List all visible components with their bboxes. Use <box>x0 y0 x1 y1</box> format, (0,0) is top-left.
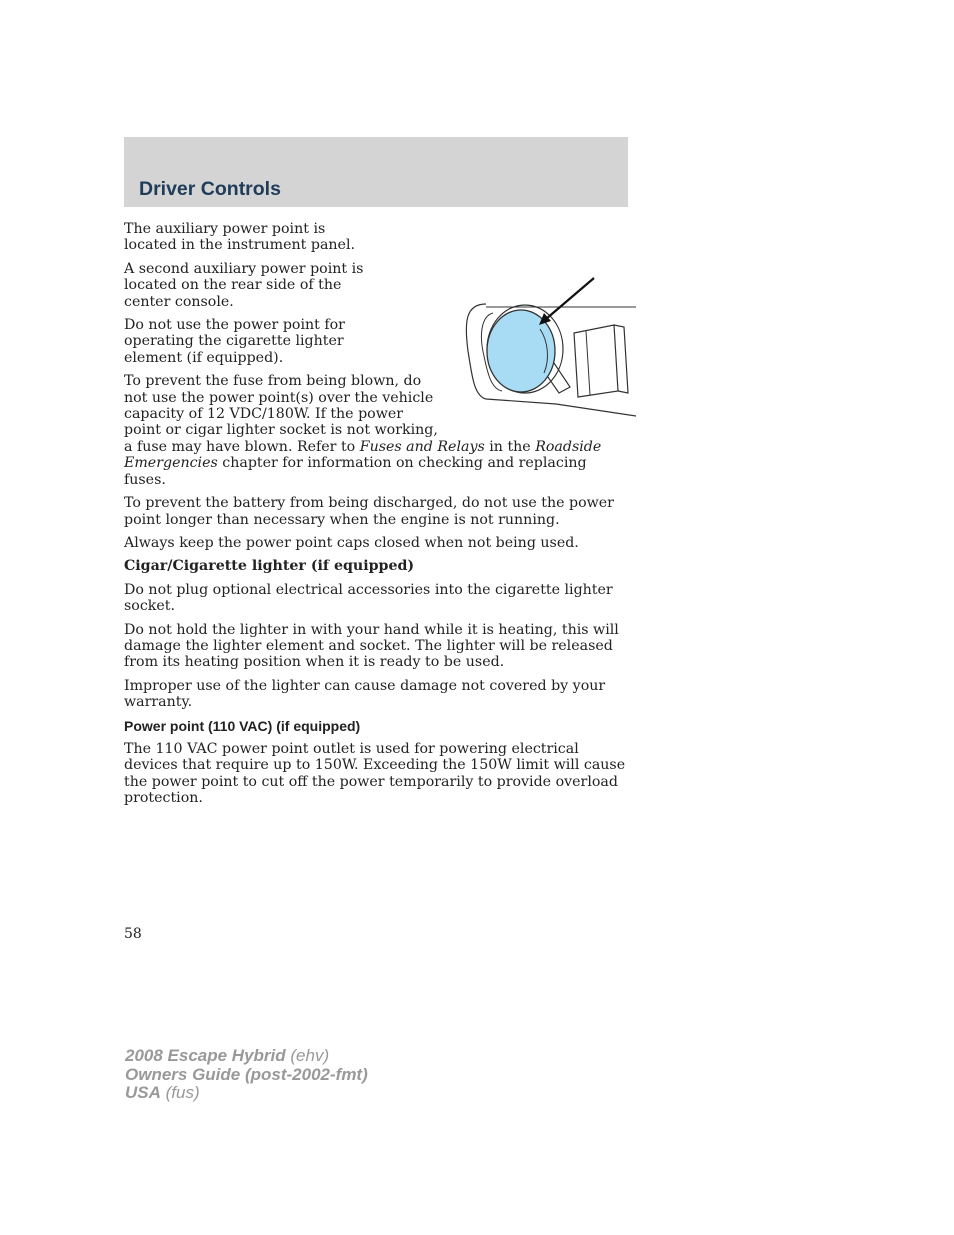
section-title: Driver Controls <box>139 178 281 200</box>
reference-roadside-emergencies: Roadside Emergencies <box>124 438 602 472</box>
paragraph-caps: Always keep the power point caps closed when not being used. <box>124 534 579 551</box>
heading-cigar-lighter: Cigar/Cigarette lighter (if equipped) <box>124 558 415 575</box>
paragraph-no-hold: Do not hold the lighter in with your hand while it is heating, this will damage the lighter element and socket. The lighter will be released from its heating position when it is ready to be used. <box>124 621 619 671</box>
power-point-illustration <box>446 271 636 431</box>
page-number: 58 <box>124 926 142 942</box>
paragraph-110vac: The 110 VAC power point outlet is used for powering electrical devices that require up to 150W. Exceeding the 150W limit will cause the power point to cut off the power temporarily to provide overload protection. <box>124 740 626 807</box>
footer-line-3: USA (fus) <box>125 1083 200 1102</box>
paragraph-no-accessories: Do not plug optional electrical accessories into the cigarette lighter socket. <box>124 581 613 615</box>
paragraph-battery: To prevent the battery from being discharged, do not use the power point longer than necessary when the engine is not running. <box>124 495 614 528</box>
paragraph-improper-use: Improper use of the lighter can cause damage not covered by your warranty. <box>124 677 606 711</box>
document-footer <box>125 1047 368 1103</box>
paragraph-location: The auxiliary power point is located in the instrument panel. <box>124 221 355 254</box>
paragraph-second-point: A second auxiliary power point is located on the rear side of the center console. <box>124 260 364 310</box>
paragraph-no-lighter: Do not use the power point for operating the cigarette lighter element (if equipped). <box>124 317 345 366</box>
footer-line-2: Owners Guide (post-2002-fmt) <box>125 1064 368 1084</box>
section-header-band <box>124 137 628 207</box>
footer-line-1: 2008 Escape Hybrid (ehv) <box>125 1046 330 1065</box>
paragraph-fuse: To prevent the fuse from being blown, do not use the power point(s) over the vehicle capacity of 12 VDC/180W. If the power point or cigar lighter socket is not working, a fuse may have blown. Refer to Fuses and Relays in the Roadside Emergencies chapter for information on checking and replacing fuses. <box>124 373 602 488</box>
page-content <box>124 221 630 814</box>
reference-fuses-and-relays: Fuses and Relays <box>359 438 485 455</box>
heading-power-point-110vac: Power point (110 VAC) (if equipped) <box>124 717 361 734</box>
